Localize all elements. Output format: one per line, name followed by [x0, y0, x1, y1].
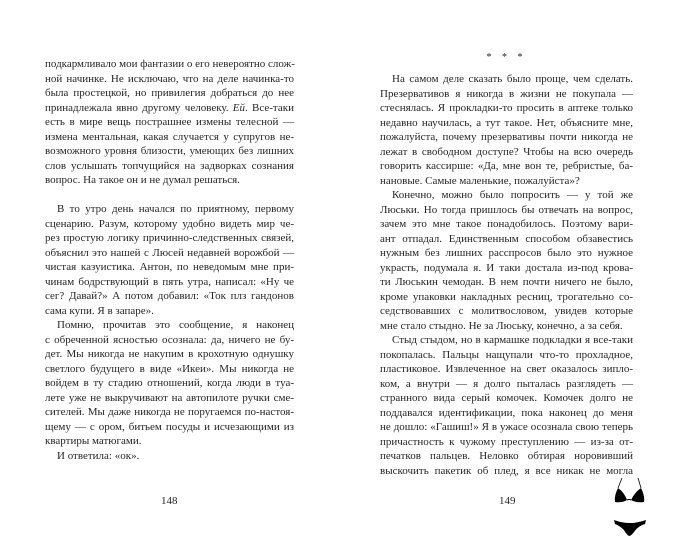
paragraph — [380, 333, 633, 478]
text-line: зачем это мне такое понадобилось. Поэтому вари- — [380, 218, 633, 230]
paragraph — [45, 318, 294, 449]
text-line: странного вида серый комочек. Комочек долго не — [380, 392, 633, 404]
text-line: сителей. Мы даже никогда не поругаемся по-настоя- — [45, 406, 294, 418]
paragraph — [45, 57, 294, 188]
text-line: печатков пальцев. Неловко обтирая норовивший — [380, 450, 633, 462]
text-line: ант отпадал. Единственным способом обзавестись — [380, 232, 633, 245]
paragraph — [45, 202, 294, 318]
text-line: Конечно, можно было попросить — у той же — [392, 189, 633, 201]
text-line: мне стало стыдно. Не за Люську, конечно, а за себя. — [380, 319, 623, 332]
text-line: измена ментальная, какая случается у супругов не- — [45, 130, 294, 143]
text-line — [45, 101, 294, 116]
text-line: Презервативов я никогда в жизни не покупала — — [380, 87, 633, 100]
text-line: покопалась. Пальцы нащупали что-то прохладное, — [380, 348, 633, 361]
text-line: объяснил это нашей с Люсей недавней ворожбой — — [45, 246, 294, 259]
text-line: выскочить пакетик об плед, я все никак не могла — [380, 464, 633, 477]
text-line: И ответила: «ок». — [57, 449, 140, 462]
page-number: 149 — [499, 495, 516, 507]
text-line: слов услышать топчущийся на задворках сознания — [45, 159, 294, 172]
text-line: возможного уровня близости, умеющих без лишних — [45, 145, 294, 157]
text-line: чистая казуистика. Антон, по неведомым мне при- — [45, 261, 294, 273]
text-line: была простецкой, но привилегия добраться до нее — [45, 87, 294, 99]
text-line: вопрос. На такое он и не думал решаться. — [45, 174, 240, 186]
text-line: лете уже не выкручивают на автопилоте ручки сме- — [45, 391, 294, 404]
text-line: ком, а внутри — я долго пыталась разглядеть — — [380, 377, 633, 390]
paragraph-gap — [45, 188, 294, 203]
text-line: говорить кассирше: «Да, мне вон те, ребристые, ба- — [380, 160, 633, 172]
text-line: На самом деле сказать было проще, чем сделать. — [392, 73, 633, 85]
text-line: В то утро день начался по приятному, первому — [57, 203, 294, 215]
text-line: дет. Мы никогда не накупим в крохотную однушку — [45, 348, 294, 360]
right-page-text — [380, 72, 633, 478]
text-line: Люськи. Но тогда пришлось бы отвечать на вопрос, — [380, 203, 633, 216]
text-line: щему — с ором, битьем посуды и исчезающими из — [45, 420, 294, 433]
text-line: с обреченной ясностью осознала: да, ничего не бу- — [45, 333, 294, 346]
text-line: стеснялась. Я прокладки-то просить в аптеке только — [380, 102, 633, 114]
text-line: причастность к чужому преступлению — из-за от- — [380, 435, 633, 448]
text-line: седствовавших с молитвословом, увидев которые — [380, 305, 633, 317]
text-line: есть в мире вещь пострашнее измены телесной — — [45, 116, 294, 128]
text-line: сама купи. Я в запаре». — [45, 304, 154, 317]
text-line: лежат в свободном доступе? Чтобы на всю очередь — [380, 145, 633, 158]
text-line: чинам бодрствующий в пять утра, написал: «Ну че — [45, 275, 294, 288]
text-line: светлого будущего в виде «Икеи». Мы никогда не — [45, 362, 294, 375]
text-line: пожалуйста, почему презервативы почти никогда не — [380, 131, 633, 143]
text-segment: принадлежала явно другому человеку. — [45, 101, 233, 114]
italic-text: Ей — [232, 101, 246, 114]
text-line: Стыд стыдом, но в кармашке подкладки я все-таки — [392, 334, 633, 346]
paragraph — [380, 72, 633, 188]
text-line: недавно научилась, а тут такое. Нет, объясните мне, — [380, 116, 633, 129]
left-page-text — [45, 57, 294, 463]
paragraph — [45, 449, 294, 464]
bikini-icon — [612, 476, 648, 538]
page-number: 148 — [161, 495, 178, 507]
text-line: рез простую логику причинно-следственных связей, — [45, 232, 294, 244]
text-line: ти Люськин чемодан. В нем почти ничего не было, — [380, 276, 633, 288]
text-line: Помню, прочитав это сообщение, я наконец — [57, 319, 294, 331]
text-line: украсть, подумала я. И таки достала из-под крова- — [380, 261, 633, 274]
text-line: квартиры матюгами. — [45, 435, 142, 447]
text-line: подкармливало мои фантазии о его невероятно слож- — [45, 58, 295, 70]
section-break: * * * — [486, 52, 527, 63]
text-line: пластиковое. Извлеченное на свет оказалось зипло- — [380, 363, 633, 375]
text-line: сценарию. Разум, которому удобно видеть мир че- — [45, 217, 294, 230]
paragraph — [380, 188, 633, 333]
text-line: не дошло: «Гашиш!» Я в ужасе осознала свою теперь — [380, 421, 633, 433]
text-line: ной начинке. Не исключаю, что на деле начинка-то — [45, 72, 294, 85]
text-line: войдем в ту стадию отношений, когда люди в туа- — [45, 377, 294, 389]
text-line: кроме упаковки накладных ресниц, трогательно со- — [380, 290, 633, 303]
text-line: сег? Давай?» А потом добавил: «Ток плз гандонов — [45, 290, 294, 302]
right-page — [337, 0, 674, 539]
text-line: нужным без лишних расспросов было это нужное — [380, 247, 633, 259]
text-line: нановые. Самые маленькие, пожалуйста»? — [380, 174, 580, 187]
text-line: поддавался идентификации, пока наконец до меня — [380, 406, 633, 419]
text-segment: . Все-таки — [245, 101, 294, 114]
